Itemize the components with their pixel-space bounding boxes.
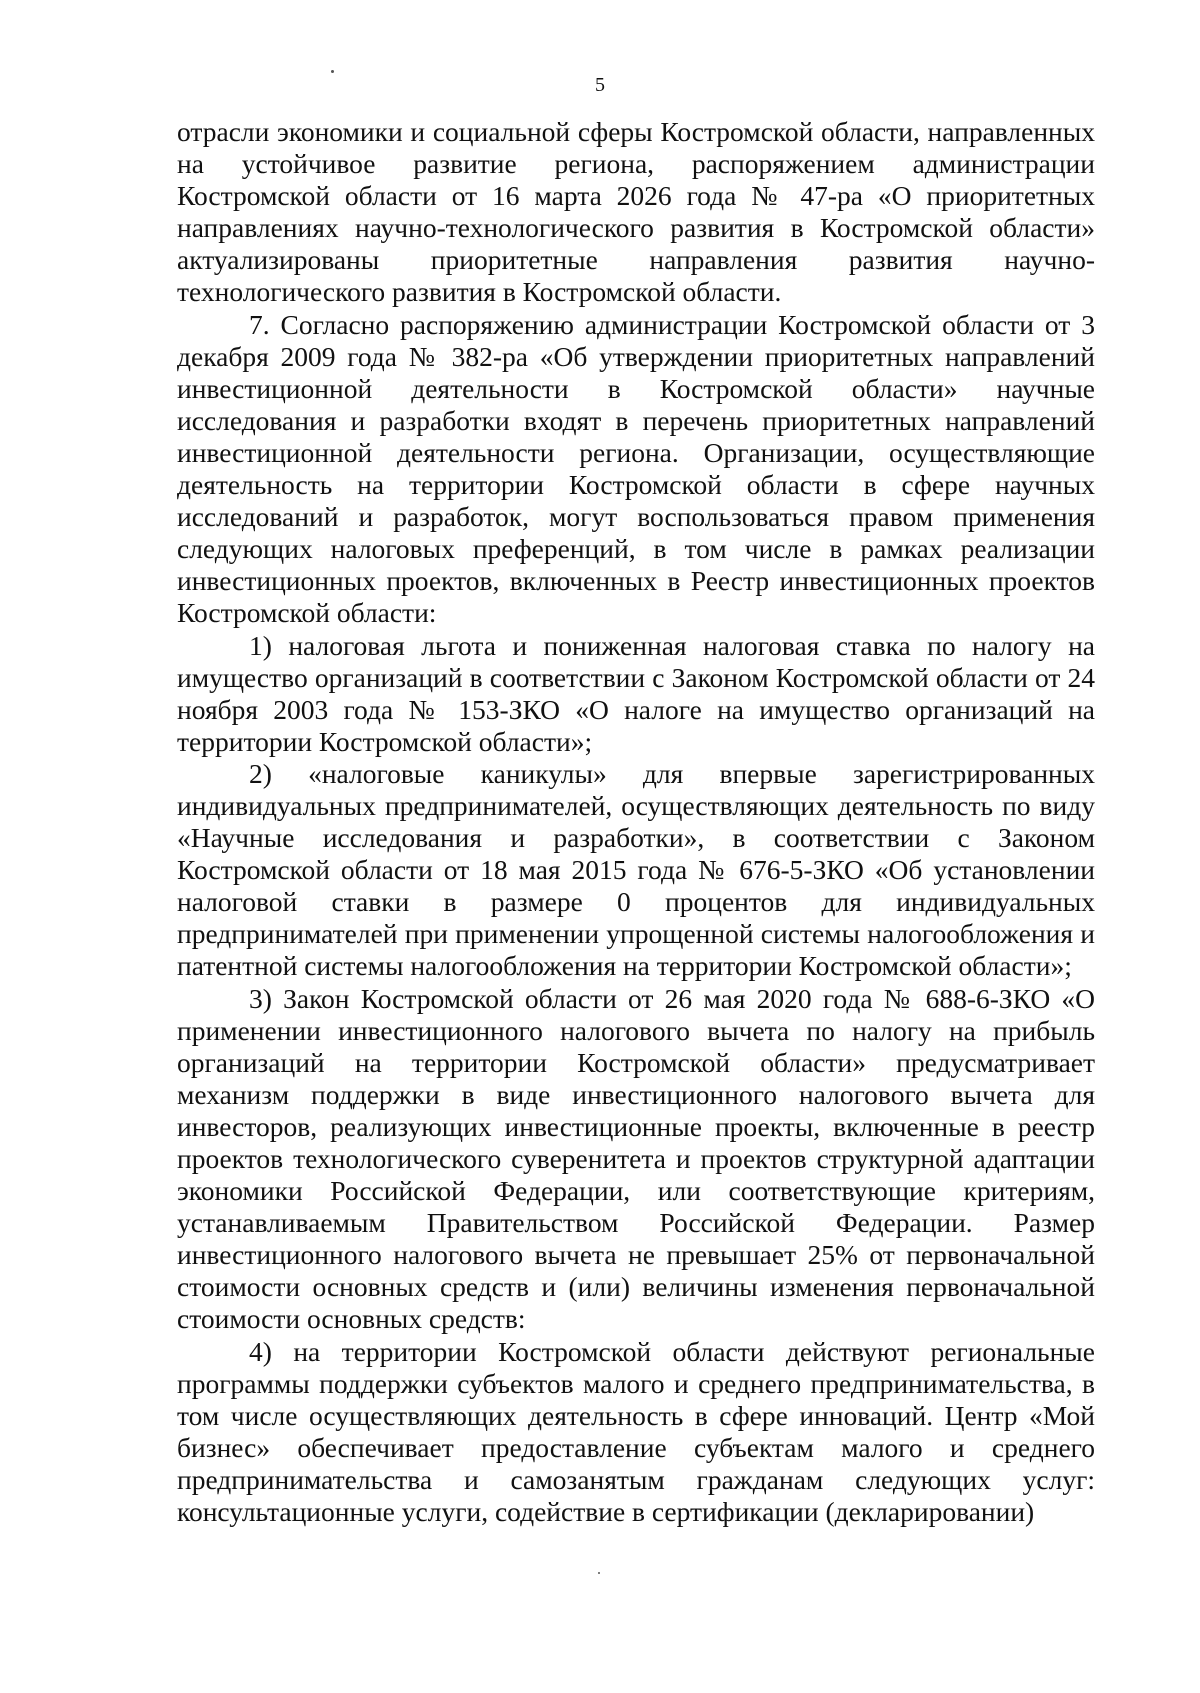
page-number: 5 bbox=[595, 74, 605, 96]
document-body bbox=[177, 116, 1095, 1528]
paragraph-item-7: 7. Согласно распоряжению администрации Костромской области от 3 декабря 2009 года № 382-ра «Об утверждении приоритетных направлений инвестиционной деятельности в Костромской области» научные исследования и разработки входят в перечень приоритетных направлений инвестиционной деятельности региона. Организации, осуществляющие деятельность на территории Костромской области в сфере научных исследований и разработок, могут воспользоваться правом применения следующих налоговых преференций, в том числе в рамках реализации инвестиционных проектов, включенных в Реестр инвестиционных проектов Костромской области: bbox=[177, 308, 1095, 629]
scan-speck bbox=[598, 1572, 600, 1574]
scan-speck bbox=[331, 70, 334, 73]
paragraph-subitem-1: 1) налоговая льгота и пониженная налоговая ставка по налогу на имущество организаций в соответствии с Законом Костромской области от 24 ноября 2003 года № 153-ЗКО «О налоге на имущество организаций на территории Костромской области»; bbox=[177, 629, 1095, 757]
paragraph: отрасли экономики и социальной сферы Костромской области, направленных на устойчивое развитие региона, распоряжением администрации Костромской области от 16 марта 2026 года № 47-ра «О приоритетных направлениях научно-технологического развития в Костромской области» актуализированы приоритетные направления развития научно-технологического развития в Костромской области. bbox=[177, 116, 1095, 308]
paragraph-subitem-2: 2) «налоговые каникулы» для впервые зарегистрированных индивидуальных предпринимателей, осуществляющих деятельность по виду «Научные исследования и разработки», в соответствии с Законом Костромской области от 18 мая 2015 года № 676-5-ЗКО «Об установлении налоговой ставки в размере 0 процентов для индивидуальных предпринимателей при применении упрощенной системы налогообложения и патентной системы налогообложения на территории Костромской области»; bbox=[177, 757, 1095, 982]
paragraph-subitem-4: 4) на территории Костромской области действуют региональные программы поддержки субъектов малого и среднего предпринимательства, в том числе осуществляющих деятельность в сфере инноваций. Центр «Мой бизнес» обеспечивает предоставление субъектам малого и среднего предпринимательства и самозанятым гражданам следующих услуг: консультационные услуги, содействие в сертификации (декларировании) bbox=[177, 1335, 1095, 1528]
paragraph-subitem-3: 3) Закон Костромской области от 26 мая 2020 года № 688-6-ЗКО «О применении инвестиционного налогового вычета по налогу на прибыль организаций на территории Костромской области» предусматривает механизм поддержки в виде инвестиционного налогового вычета для инвесторов, реализующих инвестиционные проекты, включенные в реестр проектов технологического суверенитета и проектов структурной адаптации экономики Российской Федерации, или соответствующие критериям, устанавливаемым Правительством Российской Федерации. Размер инвестиционного налогового вычета не превышает 25% от первоначальной стоимости основных средств и (или) величины изменения первоначальной стоимости основных средств: bbox=[177, 982, 1095, 1335]
